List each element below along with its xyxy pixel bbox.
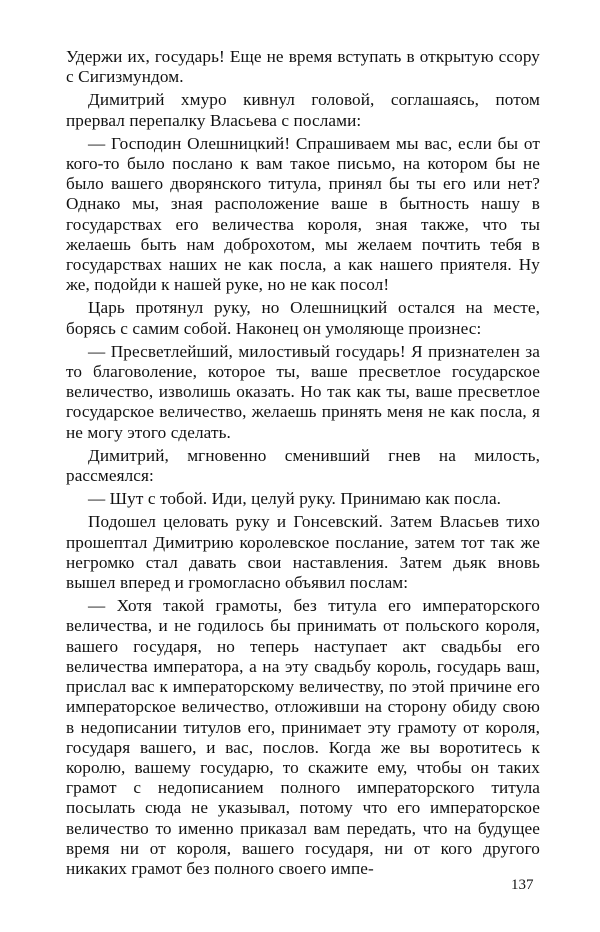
paragraph: Удержи их, государь! Еще не время вступать в открытую ссору с Сигизмундом. [66,47,540,87]
body-text [66,47,540,882]
paragraph: Подошел целовать руку и Гонсевский. Затем Власьев тихо прошептал Димитрию королевское послание, затем тот так же негромко стал давать свои наставления. Затем дьяк вновь вышел вперед и громогласно объявил послам: [66,512,540,593]
paragraph: Димитрий, мгновенно сменивший гнев на милость, рассмеялся: [66,445,540,486]
paragraph: Димитрий хмуро кивнул головой, соглашаясь, потом прервал перепалку Власьева с послами: [66,90,540,130]
page-number: 137 [511,877,534,893]
paragraph: — Господин Олешницкий! Спрашиваем мы вас, если бы от кого-то было послано к вам такое письмо, на котором бы не было вашего дворянского титула, принял бы ты его или нет? Однако мы, зная расположение ваше в бытность нашу в государствах его величества короля, зная также, что ты желаешь быть нам доброхотом, мы желаем почтить тебя в государствах наших не как посла, а как нашего приятеля. Ну же, подойди к нашей руке, но не как посол! [66,133,540,295]
paragraph: — Пресветлейший, милостивый государь! Я признателен за то благоволение, которое ты, ваше пресветлое государское величество, изволишь оказать. Но так как ты, ваше пресветлое государское величество, желаешь принять меня не как посла, я не могу этого сделать. [66,341,540,442]
paragraph: Царь протянул руку, но Олешницкий остался на месте, борясь с самим собой. Наконец он умоляюще произнес: [66,298,540,338]
paragraph: — Шут с тобой. Иди, целуй руку. Принимаю как посла. [88,489,502,509]
paragraph: — Хотя такой грамоты, без титула его императорского величества, и не годилось бы принимать от польского короля, вашего государя, но теперь наступает акт свадьбы его величества императора, а на эту свадьбу король, государь ваш, прислал вас к императорскому величеству, по этой причине его императорское величество, отложивши на сторону обиду свою в недописании титулов его, принимает эту грамоту от короля, государя вашего, и вас, послов. Когда же вы воротитесь к королю, вашему государю, то скажите ему, чтобы он таких грамот с недописанием полного императорского титула посылать сюда не указывал, потому что его императорское величество то именно приказал вам передать, что на будущее время ни от короля, вашего государя, ни от кого другого никаких грамот без полного своего импе- [66,596,540,878]
